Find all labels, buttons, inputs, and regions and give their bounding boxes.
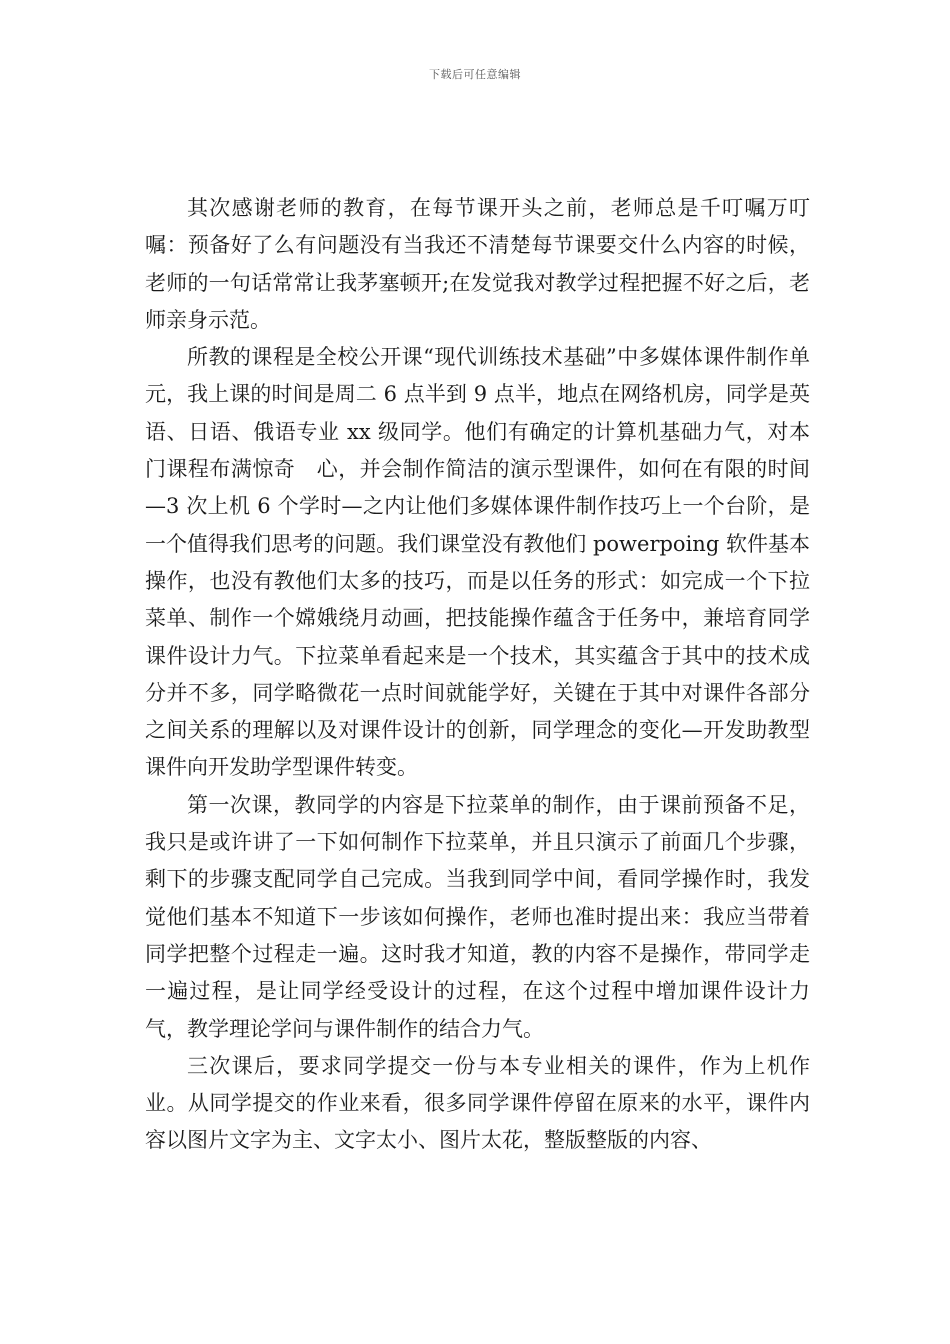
paragraph: 第一次课，教同学的内容是下拉菜单的制作，由于课前预备不足，我只是或许讲了一下如何制作下拉菜单，并且只演示了前面几个步骤，剩下的步骤支配同学自己完成。当我到同学中间，看同学操作时，我发觉他们基本不知道下一步该如何操作，老师也准时提出来：我应当带着同学把整个过程走一遍。这时我才知道，教的内容不是操作，带同学走一遍过程，是让同学经受设计的过程，在这个过程中增加课件设计力气，教学理论学问与课件制作的结合力气。 [145,792,810,1041]
document-body [145,190,810,1160]
page-header: 下载后可任意编辑 [429,68,521,81]
paragraph: 所教的课程是全校公开课“现代训练技术基础”中多媒体课件制作单元，我上课的时间是周二 6 点半到 9 点半，地点在网络机房，同学是英语、日语、俄语专业 xx 级同学。他们有确定的计算机基础力气，对本门课程布满惊奇 心，并会制作简洁的演示型课件，如何在有限的时间—3 次上机 6 个学时—之内让他们多媒体课件制作技巧上一个台阶，是一个值得我们思考的问题。我们课堂没有教他们 powerpoing 软件基本操作，也没有教他们太多的技巧，而是以任务的形式：如完成一个下拉菜单、制作一个嫦娥绕月动画，把技能操作蕴含于任务中，兼培育同学课件设计力气。下拉菜单看起来是一个技术，其实蕴含于其中的技术成分并不多，同学略微花一点时间就能学好，关键在于其中对课件各部分之间关系的理解以及对课件设计的创新，同学理念的变化—开发助教型课件向开发助学型课件转变。 [145,345,810,780]
paragraph: 三次课后，要求同学提交一份与本专业相关的课件，作为上机作业。从同学提交的作业来看，很多同学课件停留在原来的水平，课件内容以图片文字为主、文字太小、图片太花，整版整版的内容、 [145,1053,810,1153]
paragraph: 其次感谢老师的教育，在每节课开头之前，老师总是千叮嘱万叮嘱：预备好了么有问题没有当我还不清楚每节课要交什么内容的时候，老师的一句话常常让我茅塞顿开;在发觉我对教学过程把握不好之后，老师亲身示范。 [145,196,810,332]
